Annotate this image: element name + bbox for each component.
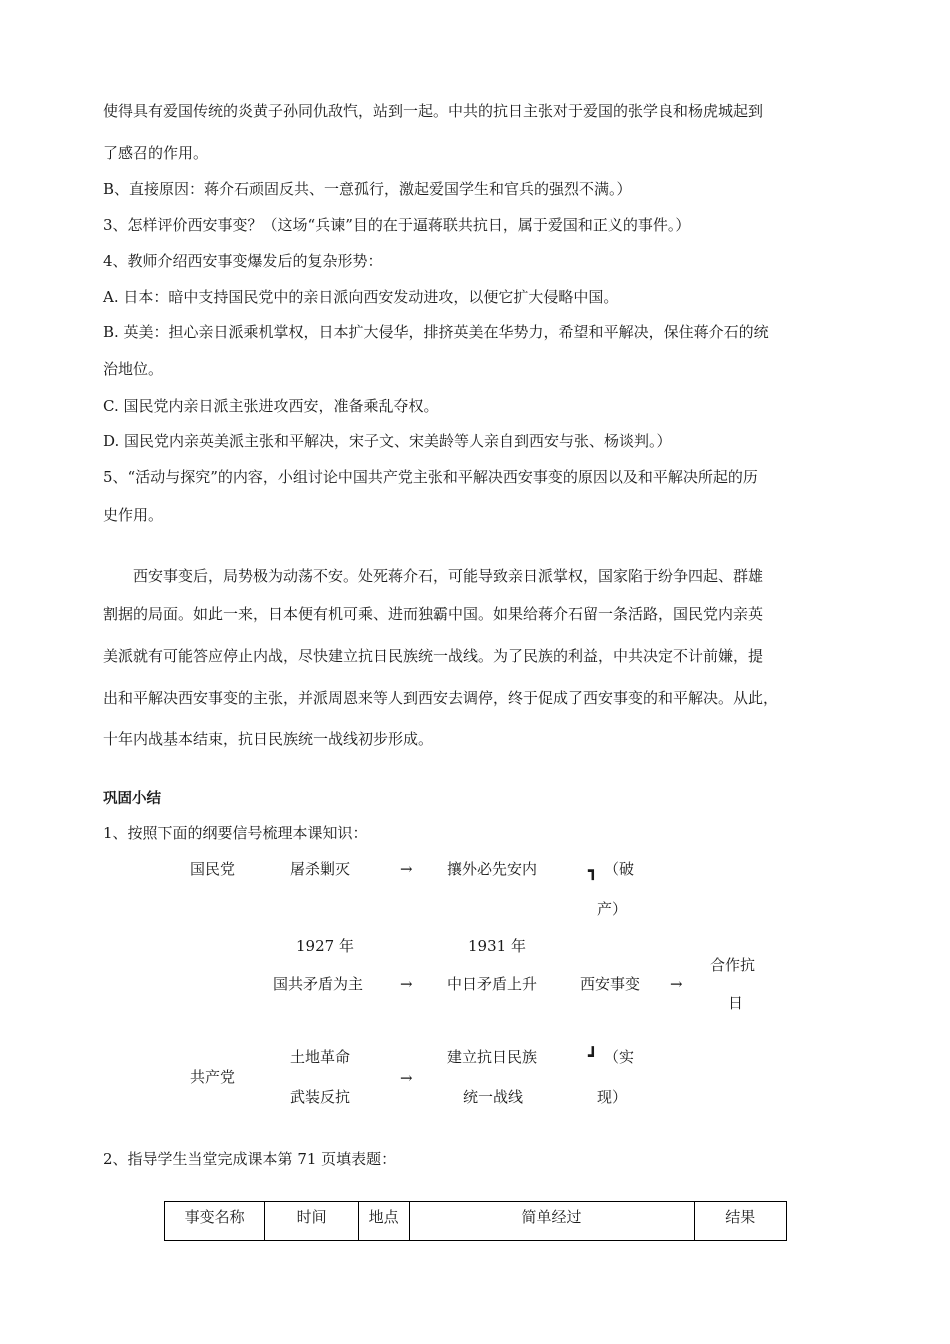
paragraph-line: 4、教师介绍西安事变爆发后的复杂形势： [103, 252, 383, 270]
result-line2: 日 [728, 994, 744, 1012]
cpc-note-line2: 现） [597, 1088, 628, 1106]
section-heading: 巩固小结 [103, 791, 161, 807]
result-line1: 合作抗 [710, 956, 756, 974]
paragraph-line: D. 国民党内亲英美派主张和平解决，宋子文、宋美龄等人亲自到西安与张、杨谈判。） [103, 432, 672, 450]
cpc-policy2-line2: 统一战线 [463, 1088, 524, 1106]
paragraph-line: 史作用。 [103, 506, 164, 524]
paragraph-line: B、直接原因：蒋介石顽固反共、一意孤行，激起爱国学生和官兵的强烈不满。） [103, 180, 632, 198]
paragraph-line: A. 日本：暗中支持国民党中的亲日派向西安发动进攻，以便它扩大侵略中国。 [103, 288, 619, 306]
bracket-top-icon: ┓ [588, 861, 598, 880]
paragraph-line: 美派就有可能答应停止内战，尽快建立抗日民族统一战线。为了民族的利益，中共决定不计前嫌，提 [103, 647, 764, 665]
paragraph-line: 西安事变后，局势极为动荡不安。处死蒋介石，可能导致亲日派掌权，国家陷于纷争四起、群雄 [133, 567, 764, 585]
bracket-bottom-icon: ┛ [588, 1046, 598, 1065]
arrow-icon: → [670, 975, 683, 993]
table-header: 事变名称 [165, 1202, 265, 1241]
year-1931: 1931 年 [468, 937, 526, 955]
kmt-label: 国民党 [190, 860, 236, 878]
paragraph-line: 出和平解决西安事变的主张，并派周恩来等人到西安去调停，终于促成了西安事变的和平解决。从此， [103, 689, 779, 707]
arrow-icon: → [400, 975, 413, 993]
table-header: 结果 [694, 1202, 786, 1241]
kmt-note-line1: （破 [604, 860, 635, 878]
fill-table [164, 1201, 787, 1241]
paragraph-line: 割据的局面。如此一来，日本便有机可乘、进而独霸中国。如果给蒋介石留一条活路，国民党内亲英 [103, 605, 764, 623]
cpc-policy-line1: 土地革命 [290, 1048, 351, 1066]
paragraph-line: 治地位。 [103, 360, 164, 378]
year-1927: 1927 年 [296, 937, 354, 955]
cpc-note-line1: （实 [604, 1048, 635, 1066]
cpc-policy-line2: 武装反抗 [290, 1088, 351, 1106]
arrow-icon: → [400, 860, 413, 878]
paragraph-line: B. 英美：担心亲日派乘机掌权，日本扩大侵华，排挤英美在华势力，希望和平解决，保住蒋介石的统 [103, 323, 769, 341]
paragraph-line: 十年内战基本结束，抗日民族统一战线初步形成。 [103, 730, 434, 748]
summary-item-1: 1、按照下面的纲要信号梳理本课知识： [103, 824, 368, 842]
kmt-note-line2: 产） [597, 900, 628, 918]
cpc-policy2-line1: 建立抗日民族 [447, 1048, 538, 1066]
kmt-policy-2: 攘外必先安内 [447, 860, 538, 878]
table-header: 时间 [265, 1202, 358, 1241]
paragraph-line: C. 国民党内亲日派主张进攻西安，准备乘乱夺权。 [103, 397, 439, 415]
paragraph-line: 5、“活动与探究”的内容，小组讨论中国共产党主张和平解决西安事变的原因以及和平解决所起的历 [103, 468, 758, 486]
arrow-icon: → [400, 1069, 413, 1087]
cpc-label: 共产党 [190, 1068, 236, 1086]
summary-item-2: 2、指导学生当堂完成课本第 71 页填表题： [103, 1150, 397, 1168]
table-row [165, 1202, 787, 1241]
paragraph-line: 3、怎样评价西安事变？（这场“兵谏”目的在于逼蒋联共抗日，属于爱国和正义的事件。） [103, 216, 691, 234]
paragraph-line: 了感召的作用。 [103, 144, 209, 162]
phase-2: 中日矛盾上升 [447, 975, 538, 993]
table-header: 地点 [358, 1202, 409, 1241]
phase-1: 国共矛盾为主 [273, 975, 364, 993]
paragraph-line: 使得具有爱国传统的炎黄子孙同仇敌忾，站到一起。中共的抗日主张对于爱国的张学良和杨虎城起到 [103, 102, 764, 120]
kmt-policy: 屠杀剿灭 [290, 860, 351, 878]
xian-incident: 西安事变 [580, 975, 641, 993]
table-header: 简单经过 [409, 1202, 694, 1241]
